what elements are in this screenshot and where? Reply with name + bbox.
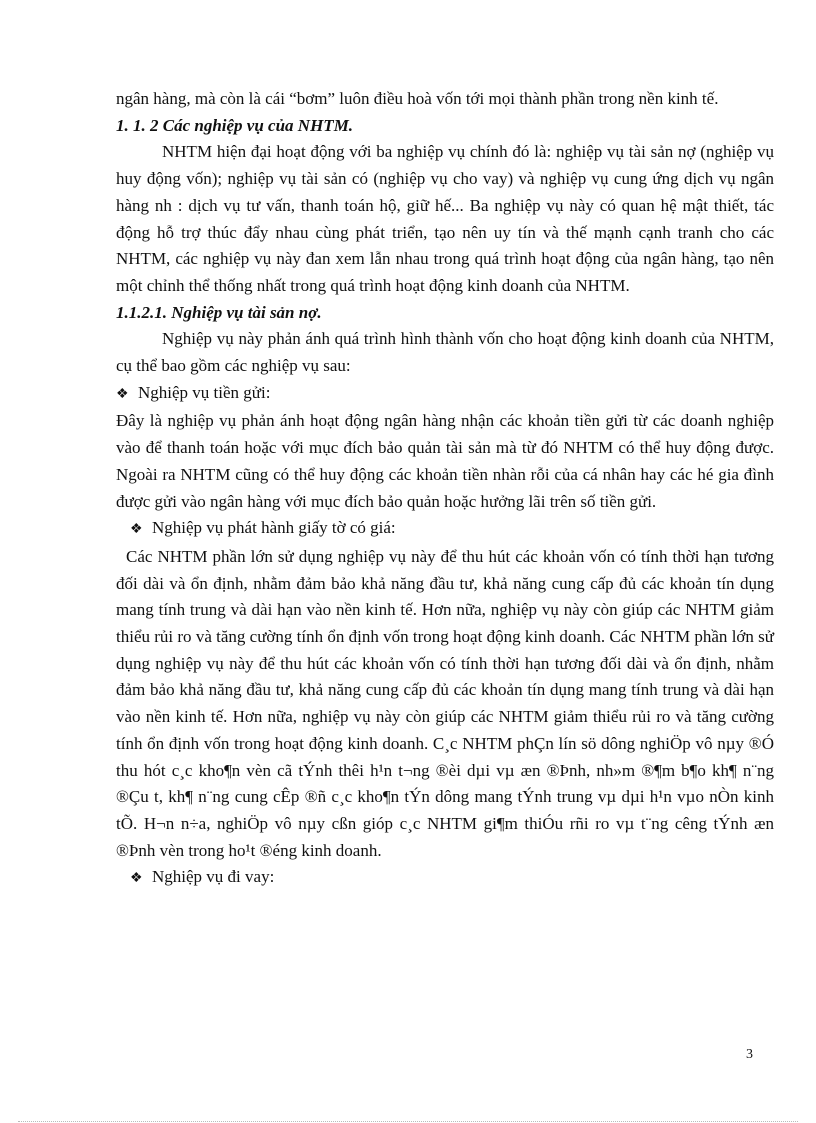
paragraph-tai-san-no-intro: Nghiệp vụ này phản ánh quá trình hình thành vốn cho hoạt động kinh doanh của NHTM, cụ thể bao gồm các nghiệp vụ sau:: [116, 329, 774, 376]
diamond-bullet-icon: ❖: [130, 871, 143, 887]
paragraph-giay-to-co-gia: Các NHTM phần lớn sử dụng nghiệp vụ này để thu hút các khoản vốn có tính thời hạn tương đối dài và ổn định, nhằm đảm bảo khả năng đầu tư, khả năng cung cấp đủ các khoản tín dụng mang tính trung và dài hạn vào nền kinh tế. Hơn nữa, nghiệp vụ này còn giúp các NHTM giảm thiểu rủi ro và tăng cường tính ổn định vốn trong hoạt động kinh doanh. Các NHTM phần lớn sử dụng nghiệp vụ này để thu hút các khoản vốn có tính thời hạn tương đối dài và ổn định, nhằm đảm bảo khả năng đầu tư, khả năng cung cấp đủ các khoản tín dụng mang tính trung và dài hạn vào nền kinh tế. Hơn nữa, nghiệp vụ này còn giúp các NHTM giảm thiểu rủi ro và tăng cường tính ổn định vốn trong hoạt động kinh doanh. C¸c NHTM phÇn lín sö dông nghiÖp vô nµy ®Ó thu hót c¸c kho¶n vèn cã tÝnh thêi h¹n t¬ng ®èi dµi vµ æn ®Þnh, nh»m ®¶m b¶o kh¶ n¨ng ®Çu t, kh¶ n¨ng cung cÊp ®ñ c¸c kho¶n tÝn dông mang tÝnh trung vµ dµi h¹n vµo nÒn kinh tÕ. H¬n n÷a, nghiÖp vô nµy cßn gióp c¸c NHTM gi¶m thiÓu rñi ro vµ t¨ng cêng tÝnh æn ®Þnh vèn trong ho¹t ®éng kinh doanh.: [116, 546, 774, 860]
bullet-tien-gui: [116, 380, 774, 409]
paragraph-tien-gui: Đây là nghiệp vụ phản ánh hoạt động ngân hàng nhận các khoản tiền gửi từ các doanh nghiệp vào để thanh toán hoặc với mục đích bảo quản tài sản mà từ đó NHTM có thể huy động được. Ngoài ra NHTM cũng có thể huy động các khoản tiền nhàn rỗi của cá nhân hay các hé gia đình được gửi vào ngân hàng với mục đích bảo quản hoặc hưởng lãi trên số tiền gửi.: [116, 411, 774, 511]
bullet-label: Nghiệp vụ đi vay:: [152, 867, 275, 887]
page-bottom-divider: [18, 1121, 798, 1122]
paragraph-nghiep-vu-intro: NHTM hiện đại hoạt động với ba nghiệp vụ chính đó là: nghiệp vụ tài sản nợ (nghiệp vụ huy động vốn); nghiệp vụ tài sản có (nghiệp vụ cho vay) và nghiệp vụ cung ứng dịch vụ ngân hàng nh : dịch vụ tư vấn, thanh toán hộ, giữ hế... Ba nghiệp vụ này có quan hệ mật thiết, tác động hỗ trợ thúc đẩy nhau cùng phát triển, tạo nên uy tín và thế mạnh cạnh tranh cho các NHTM, các nghiệp vụ này đan xem lẫn nhau trong quá trình hoạt động của ngân hàng, tạo nên một chỉnh thể thống nhất trong quá trình hoạt động kinh doanh của NHTM.: [116, 142, 774, 295]
diamond-bullet-icon: ❖: [116, 386, 129, 402]
bullet-di-vay: [116, 864, 774, 893]
bullet-giay-to-co-gia: [116, 515, 774, 544]
section-heading-nghiep-vu: 1. 1. 2 Các nghiệp vụ của NHTM.: [116, 115, 354, 135]
document-body: [116, 86, 774, 893]
subsection-heading-tai-san-no: 1.1.2.1. Nghiệp vụ tài sản nợ.: [116, 302, 322, 322]
diamond-bullet-icon: ❖: [130, 522, 143, 538]
page-number: 3: [746, 1047, 753, 1062]
bullet-label: Nghiệp vụ phát hành giấy tờ có giá:: [152, 518, 396, 538]
paragraph-continuation: ngân hàng, mà còn là cái “bơm” luôn điều hoà vốn tới mọi thành phần trong nền kinh tế.: [116, 89, 719, 108]
bullet-label: Nghiệp vụ tiền gửi:: [138, 382, 271, 402]
